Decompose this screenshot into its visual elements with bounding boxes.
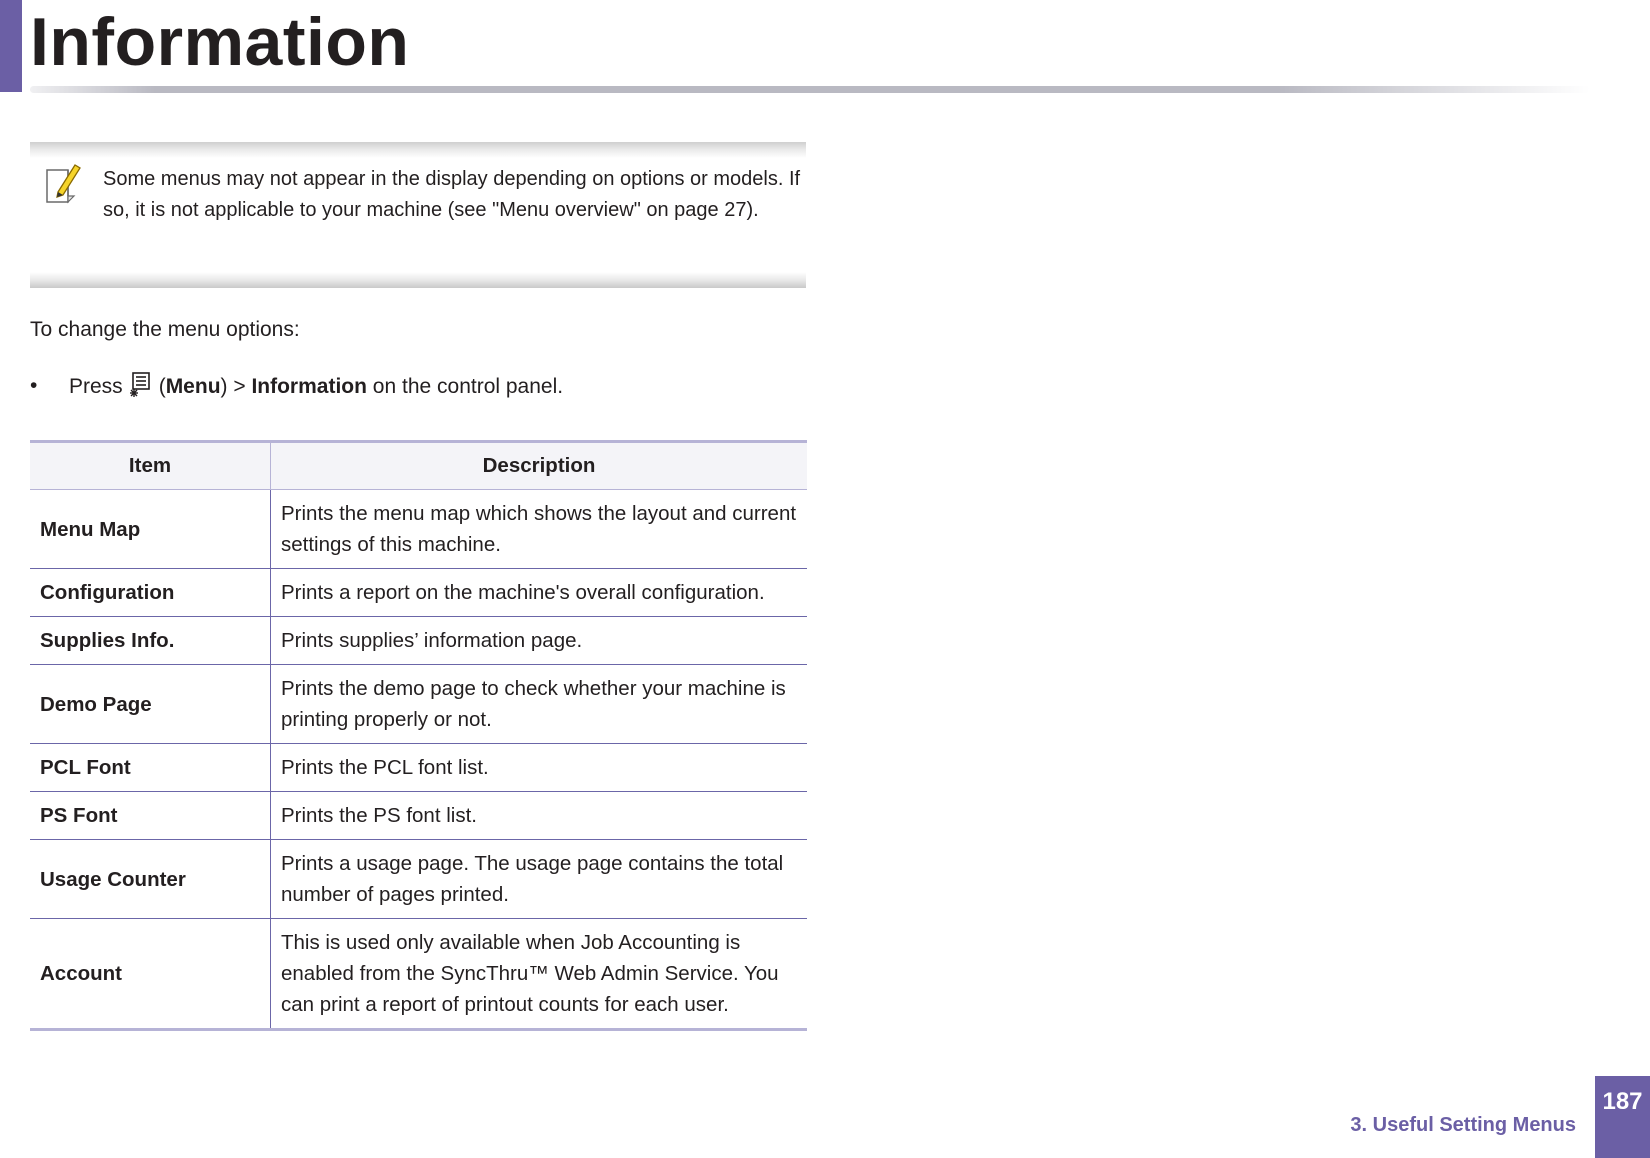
bullet-dot: • (30, 374, 38, 397)
table-row (30, 840, 807, 919)
information-table (30, 440, 807, 1031)
note-box (30, 142, 806, 288)
table-row (30, 617, 807, 665)
row-description: Prints supplies’ information page. (271, 617, 808, 665)
intro-text: To change the menu options: (30, 318, 300, 341)
menu-label: Menu (165, 375, 221, 398)
page-title: Information (30, 4, 410, 80)
table-header-row (30, 442, 807, 490)
open-paren: ( (158, 375, 166, 398)
table-row (30, 490, 807, 569)
table-row (30, 919, 807, 1030)
separator: ) > (220, 375, 246, 398)
row-description: Prints the demo page to check whether your machine is printing properly or not. (271, 665, 808, 744)
row-item: Supplies Info. (30, 617, 271, 665)
row-description: This is used only available when Job Accounting is enabled from the SyncThru™ Web Admin Service. You can print a report of printout counts for each user. (271, 919, 808, 1030)
title-divider (30, 86, 1590, 93)
note-bottom-shade (30, 272, 806, 288)
row-item: Usage Counter (30, 840, 271, 919)
row-item: Account (30, 919, 271, 1030)
table-row (30, 665, 807, 744)
page-number-badge: 187 (1595, 1076, 1650, 1158)
title-accent-bar (0, 0, 22, 92)
bullet-content (69, 372, 563, 401)
table-row (30, 744, 807, 792)
press-text: Press (69, 375, 123, 398)
target-menu: Information (251, 375, 367, 398)
table-row (30, 792, 807, 840)
header-item: Item (30, 442, 271, 490)
table-row (30, 569, 807, 617)
header-description: Description (271, 442, 808, 490)
row-description: Prints a report on the machine's overall configuration. (271, 569, 808, 617)
row-item: Demo Page (30, 665, 271, 744)
row-description: Prints a usage page. The usage page contains the total number of pages printed. (271, 840, 808, 919)
row-description: Prints the PS font list. (271, 792, 808, 840)
row-item: Configuration (30, 569, 271, 617)
instruction-tail: on the control panel. (372, 375, 564, 398)
row-item: Menu Map (30, 490, 271, 569)
note-pencil-icon (44, 162, 82, 206)
footer-section-title: 3. Useful Setting Menus (1350, 1114, 1576, 1136)
note-text: Some menus may not appear in the display depending on options or models. If so, it is not applicable to your machine (see "Menu overview" on page 27). (103, 168, 801, 221)
menu-icon (129, 372, 153, 398)
row-item: PCL Font (30, 744, 271, 792)
row-item: PS Font (30, 792, 271, 840)
row-description: Prints the PCL font list. (271, 744, 808, 792)
row-description: Prints the menu map which shows the layout and current settings of this machine. (271, 490, 808, 569)
note-top-shade (30, 142, 806, 158)
